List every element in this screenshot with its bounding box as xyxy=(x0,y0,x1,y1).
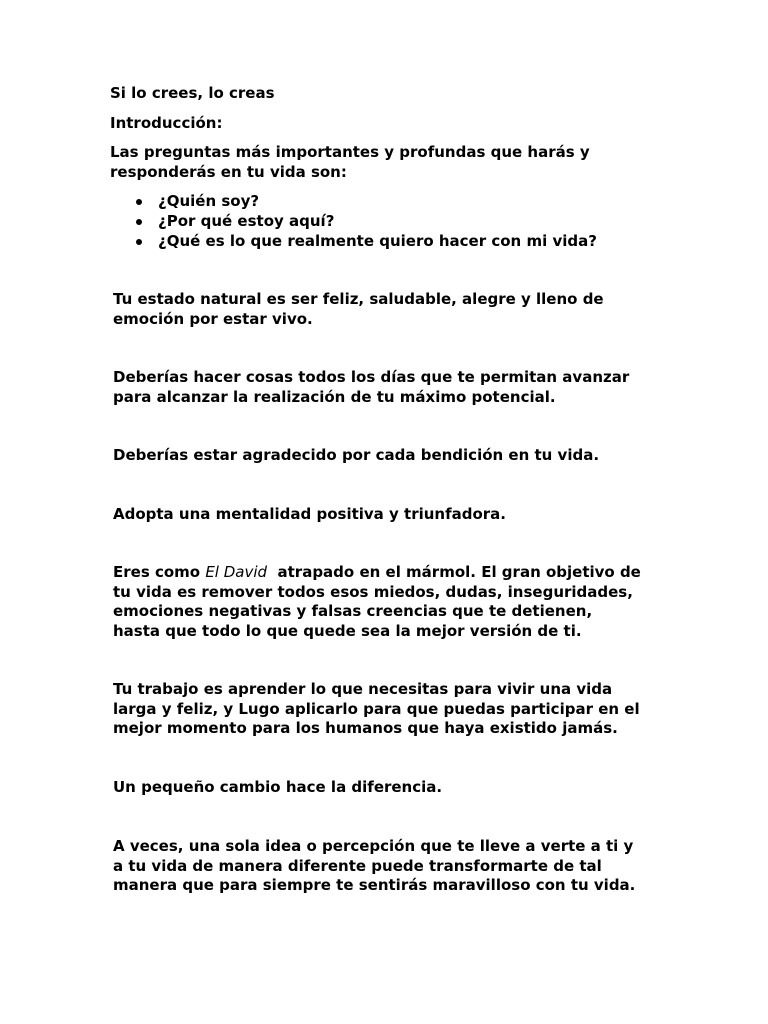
text-line: responderás en tu vida son: xyxy=(110,162,347,181)
text-line: emociones negativas y falsas creencias que te detienen, xyxy=(113,602,593,620)
paragraph-small-change xyxy=(113,778,442,798)
paragraph-daily-actions xyxy=(113,368,629,407)
text-line: hasta que todo lo que quede sea la mejor versión de ti. xyxy=(113,621,582,640)
text-line: manera que para siempre te sentirás maravilloso con tu vida. xyxy=(113,876,636,894)
paragraph-gratitude xyxy=(113,446,599,466)
text-line: a tu vida de manera diferente puede transformarte de tal xyxy=(113,856,602,875)
text-line: A veces, una sola idea o percepción que te lleve a verte a ti y xyxy=(113,837,634,855)
bullet-icon xyxy=(136,199,142,205)
italic-reference: El David xyxy=(205,563,268,581)
list-item: ¿Por qué estoy aquí? xyxy=(110,211,597,231)
paragraph-natural-state xyxy=(113,290,604,329)
paragraph-mindset xyxy=(113,505,506,525)
paragraph-your-work xyxy=(113,680,640,739)
paragraph-david xyxy=(113,563,641,641)
text-line: Un pequeño cambio hace la diferencia. xyxy=(113,778,443,796)
text-line: emoción por estar vivo. xyxy=(113,309,313,328)
intro-heading: Introducción: xyxy=(110,114,223,132)
text-line: Deberías estar agradecido por cada bendición en tu vida. xyxy=(113,446,600,464)
list-item: ¿Qué es lo que realmente quiero hacer con mi vida? xyxy=(110,231,597,251)
text-line: Las preguntas más importantes y profundas que harás y xyxy=(110,143,590,161)
text-line: Deberías hacer cosas todos los días que te permitan avanzar xyxy=(113,368,630,386)
text-line: mejor momento para los humanos que haya existido jamás. xyxy=(113,719,618,737)
document-title: Si lo crees, lo creas xyxy=(110,84,275,102)
bullet-icon xyxy=(136,239,142,245)
bullet-icon xyxy=(136,219,142,225)
text-line: Tu trabajo es aprender lo que necesitas para vivir una vida xyxy=(113,680,613,698)
text-line: Eres como El David atrapado en el mármol. El gran objetivo de xyxy=(113,563,641,581)
questions-list xyxy=(110,191,597,251)
list-item: ¿Quién soy? xyxy=(110,191,597,211)
text-line: Tu estado natural es ser feliz, saludable, alegre y lleno de xyxy=(113,290,604,308)
text-line: Adopta una mentalidad positiva y triunfadora. xyxy=(113,505,507,523)
paragraph-single-idea xyxy=(113,837,635,896)
questions-lead-paragraph xyxy=(110,143,590,182)
text-line: larga y feliz, y Lugo aplicarlo para que puedas participar en el xyxy=(113,699,640,718)
text-line: tu vida es remover todos esos miedos, dudas, inseguridades, xyxy=(113,582,633,601)
text-line: para alcanzar la realización de tu máximo potencial. xyxy=(113,387,556,406)
